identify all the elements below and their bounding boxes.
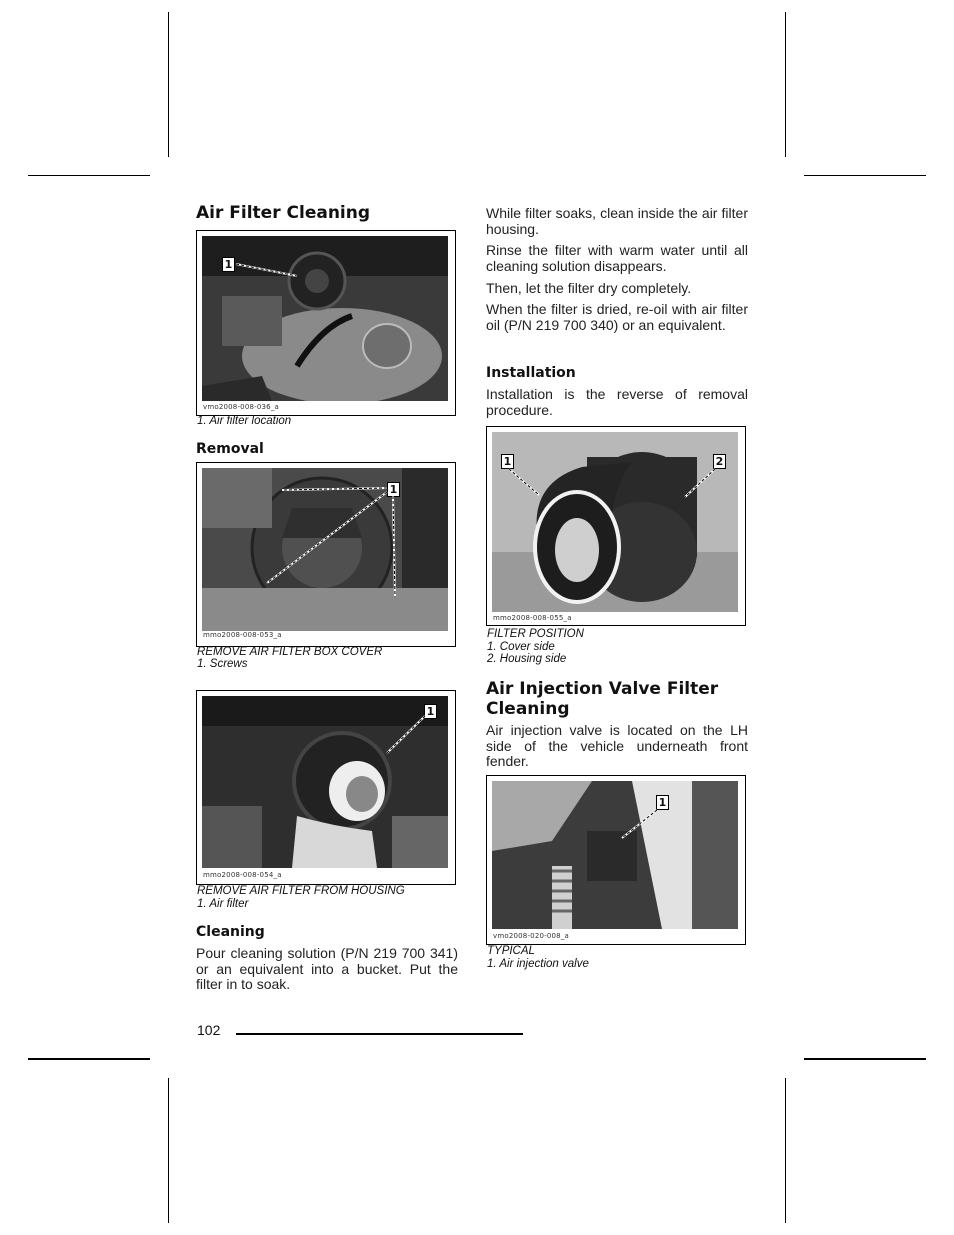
callout-1: 1 [387,482,400,497]
figure-caption: 1. Air filter location [197,415,292,427]
figure-title: TYPICAL [487,945,535,957]
subheading-installation: Installation [486,365,576,381]
callout-2: 2 [713,454,726,469]
figure-air-filter-location [196,230,456,416]
paragraph-soak: While filter soaks, clean inside the air filter housing. [486,205,748,237]
crop-mark [804,1058,926,1060]
subheading-removal: Removal [196,441,264,457]
callout-arrows [197,463,455,646]
crop-mark [785,1078,786,1223]
callout-arrows [487,427,745,625]
crop-mark [28,175,150,176]
installation-paragraph: Installation is the reverse of removal procedure. [486,386,748,418]
callout-1: 1 [222,257,235,272]
paragraph-rinse: Rinse the filter with warm water until all cleaning solution disappears. [486,242,748,274]
figure-reference: mmo2008-008-055_a [493,614,572,622]
subheading-cleaning: Cleaning [196,924,265,940]
figure-title: REMOVE AIR FILTER FROM HOUSING [197,885,405,897]
figure-reference: mmo2008-008-054_a [203,871,282,879]
figure-remove-filter [196,690,456,885]
figure-caption: 1. Cover side [487,641,555,653]
paragraph-reoil: When the filter is dried, re-oil with air filter oil (P/N 219 700 340) or an equivalent. [486,301,748,333]
callout-arrow [197,691,455,884]
footer-rule [236,1033,523,1035]
callout-1: 1 [501,454,514,469]
paragraph-dry: Then, let the filter dry completely. [486,280,692,296]
callout-1: 1 [424,704,437,719]
figure-filter-position [486,426,746,626]
crop-mark [785,12,786,157]
crop-mark [168,12,169,157]
section-heading-air-filter: Air Filter Cleaning [196,203,371,223]
callout-1: 1 [656,795,669,810]
figure-caption: 1. Air injection valve [487,958,589,970]
cleaning-paragraph: Pour cleaning solution (P/N 219 700 341) or an equivalent into a bucket. Put the filter in to soak. [196,945,458,992]
crop-mark [168,1078,169,1223]
crop-mark [804,175,926,176]
crop-mark [28,1058,150,1060]
figure-reference: mmo2008-008-053_a [203,631,282,639]
figure-title: FILTER POSITION [487,628,584,640]
figure-air-injection-valve [486,775,746,945]
figure-title: REMOVE AIR FILTER BOX COVER [197,646,383,658]
figure-remove-cover [196,462,456,647]
figure-reference: vmo2008-008-036_a [203,403,280,411]
figure-caption: 1. Screws [197,658,248,670]
callout-arrow [487,776,745,944]
figure-caption: 1. Air filter [197,898,249,910]
page-number: 102 [197,1022,221,1038]
callout-arrow [197,231,455,415]
figure-caption: 2. Housing side [487,653,567,665]
section-heading-air-injection: Air Injection Valve Filter Cleaning [486,679,719,719]
figure-reference: vmo2008-020-008_a [493,932,570,940]
air-injection-paragraph: Air injection valve is located on the LH side of the vehicle underneath front fender. [486,722,748,769]
